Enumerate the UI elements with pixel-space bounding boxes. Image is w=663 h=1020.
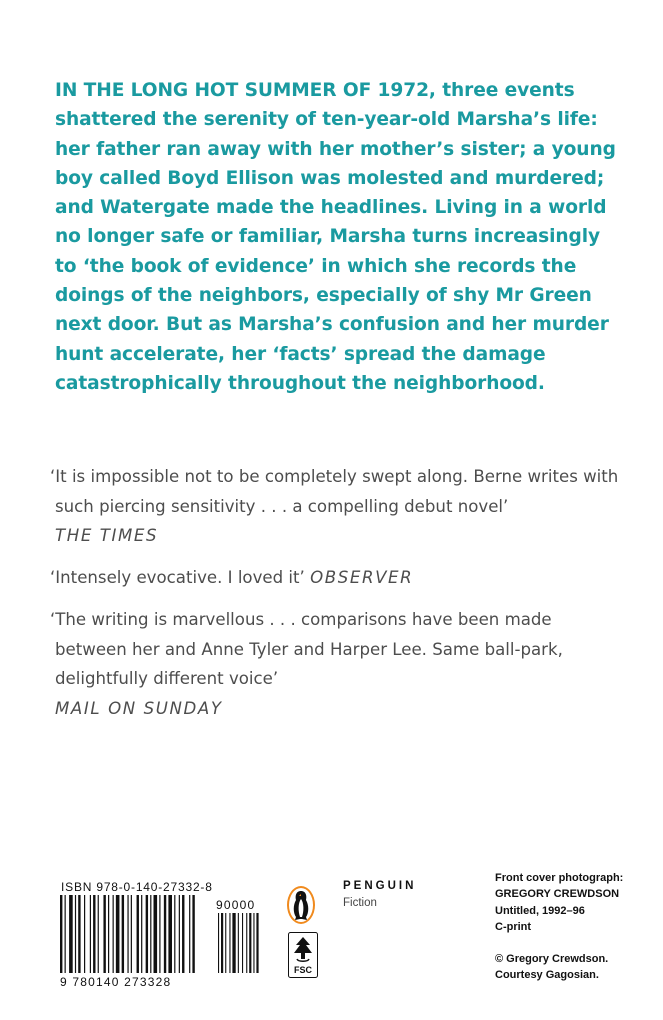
review-quote-observer [50, 563, 640, 593]
blurb-line: shattered the serenity of ten-year-old Marsha’s life: [55, 109, 598, 131]
barcode-digits: 9 780140 273328 [60, 975, 172, 989]
blurb-line: hunt accelerate, her ‘facts’ spread the damage [55, 343, 546, 365]
blurb-line: no longer safe or familiar, Marsha turns increasingly [55, 226, 601, 248]
blurb-line: her father ran away with her mother’s sister; a young [55, 138, 616, 160]
publisher-imprint: Fiction [343, 897, 377, 909]
publisher-name: PENGUIN [343, 880, 417, 892]
quote-text: ‘Intensely evocative. I loved it’ [50, 568, 305, 587]
isbn-label: ISBN 978-0-140-27332-8 [61, 880, 213, 894]
isbn-barcode [58, 880, 318, 992]
blurb-line: to ‘the book of evidence’ in which she records the [55, 255, 577, 277]
fsc-label: FSC [294, 965, 312, 975]
quote-source: MAIL ON SUNDAY [55, 698, 223, 718]
blurb-line: next door. But as Marsha’s confusion and her murder [55, 314, 609, 336]
blurb-line: boy called Boyd Ellison was molested and murdered; [55, 167, 605, 189]
quote-line: delightfully different voice’ [55, 669, 279, 688]
blurb [55, 76, 645, 398]
quote-source: OBSERVER [310, 568, 414, 587]
blurb-line: IN THE LONG HOT SUMMER OF 1972, three events [55, 80, 575, 101]
credit-line: C-print [495, 920, 532, 933]
credit-line: Front cover photograph: [495, 872, 624, 884]
review-quote-times [50, 462, 640, 551]
quote-line: between her and Anne Tyler and Harper Lee. Same ball-park, [55, 639, 563, 659]
quote-line: ‘The writing is marvellous . . . comparisons have been made [50, 610, 552, 629]
review-quote-mail-on-sunday [50, 605, 640, 723]
copyright-line: Courtesy Gagosian. [495, 969, 599, 982]
blurb-line: catastrophically throughout the neighborhood. [55, 372, 545, 394]
barcode-icon [58, 895, 318, 977]
blurb-line: doings of the neighbors, especially of shy Mr Green [55, 285, 592, 307]
blurb-line: and Watergate made the headlines. Living in a world [55, 197, 607, 219]
quote-line: such piercing sensitivity . . . a compelling debut novel’ [55, 496, 509, 516]
penguin-logo-icon [286, 885, 316, 925]
credit-line: Untitled, 1992–96 [495, 904, 585, 917]
fsc-logo-icon [288, 932, 318, 978]
copyright-line: © Gregory Crewdson. [495, 953, 609, 966]
quote-source: THE TIMES [55, 526, 159, 545]
cover-credits [495, 870, 655, 984]
barcode-addon-digits: 90000 [216, 898, 256, 912]
quote-line: ‘It is impossible not to be completely swept along. Berne writes with [50, 467, 619, 486]
credit-line: GREGORY CREWDSON [495, 888, 620, 901]
